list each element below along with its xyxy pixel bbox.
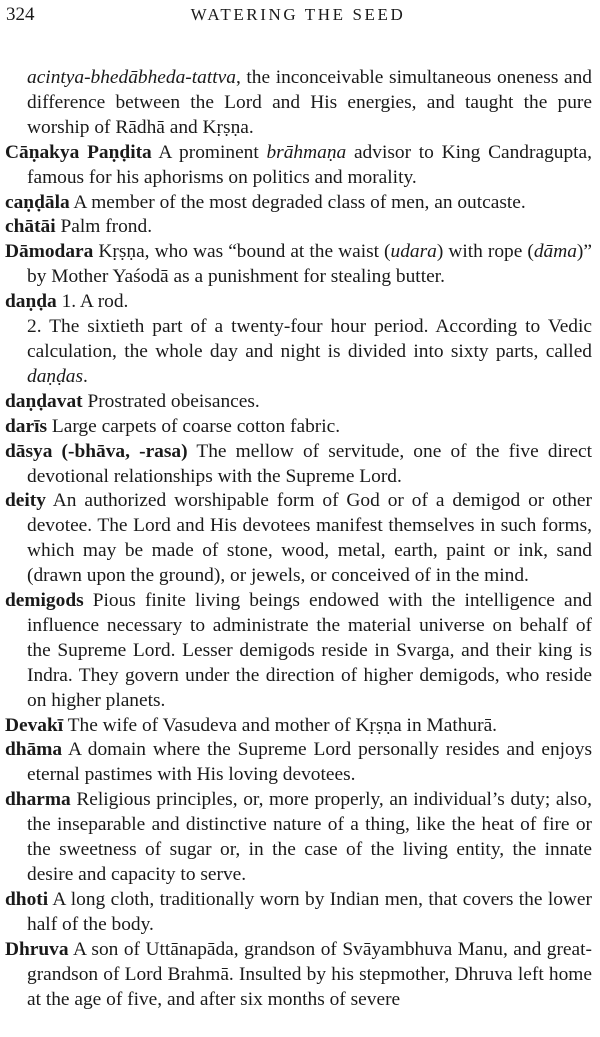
glossary-entry [5, 290, 592, 315]
glossary-term: caṇḍāla [5, 191, 70, 213]
page-header [6, 2, 590, 32]
glossary-term: darīs [5, 415, 48, 437]
glossary-definition: Religious principles, or, more properly, an individual’s duty; also, the inseparable and distinctive nature of a thing, like the heat of fire or the sweetness of sugar or, in the case of the living entity, the innate desire and capacity to serve. [27, 789, 592, 885]
glossary-term: Dhruva [5, 938, 69, 960]
glossary-term: chātāi [5, 216, 56, 238]
glossary-entry [5, 738, 592, 788]
glossary-definition: 2. The sixtieth part of a twenty-four hour period. According to Vedic calculation, the whole day and night is divided into sixty parts, called daṇḍas. [27, 316, 592, 387]
glossary-entry [5, 489, 592, 589]
glossary-continuation [5, 66, 592, 141]
glossary-entry [5, 589, 592, 714]
glossary-definition: A prominent brāhmaṇa advisor to King Candragupta, famous for his aphorisms on politics and morality. [27, 141, 592, 188]
glossary-term: Devakī [5, 714, 64, 736]
glossary-entry [5, 440, 592, 490]
running-title: WATERING THE SEED [190, 5, 406, 24]
glossary-definition: A domain where the Supreme Lord personally resides and enjoys eternal pastimes with His loving devotees. [27, 739, 592, 786]
glossary-definition: Prostrated obeisances. [82, 390, 260, 412]
glossary-definition: An authorized worshipable form of God or of a demigod or other devotee. The Lord and His devotees manifest themselves in such forms, which may be made of stone, wood, metal, earth, paint or ink, sand (drawn upon the ground), or jewels, or conceived of in the mind. [27, 490, 592, 587]
glossary-entry [5, 191, 592, 216]
glossary-entry [5, 390, 592, 415]
glossary-entry [5, 240, 592, 290]
glossary-entry [5, 938, 592, 1013]
glossary-term: dhoti [5, 888, 49, 910]
glossary-entry [5, 714, 592, 739]
glossary-term: dāsya (-bhāva, -rasa) [5, 440, 188, 462]
glossary-definition: A long cloth, traditionally worn by Indian men, that covers the lower half of the body. [27, 888, 592, 935]
glossary-term: dhāma [5, 739, 63, 761]
glossary-definition: 1. A rod. [56, 291, 129, 313]
glossary-definition: Pious finite living beings endowed with the intelligence and influence necessary to administrate the material universe on behalf of the Supreme Lord. Lesser demigods reside in Svarga, and their king is Indra. They govern under the direction of higher demigods, who reside on higher planets. [27, 590, 592, 711]
glossary-term: Dāmodara [5, 241, 94, 263]
glossary-entry [5, 415, 592, 440]
glossary-definition: Palm frond. [55, 216, 153, 238]
glossary-definition: A son of Uttānapāda, grandson of Svāyambhuva Manu, and great-grandson of Lord Brahmā. Insulted by his stepmother, Dhruva left home at the age of five, and after six months of severe [27, 938, 592, 1010]
glossary-term: Cāṇakya Paṇḍita [5, 141, 152, 163]
glossary-term: daṇḍa [5, 291, 57, 313]
page-number: 324 [6, 4, 35, 25]
glossary-definition: The mellow of servitude, one of the five direct devotional relationships with the Supreme Lord. [27, 440, 592, 487]
glossary-definition: The wife of Vasudeva and mother of Kṛṣṇa in Mathurā. [63, 714, 498, 736]
glossary-term: demigods [5, 590, 84, 612]
glossary-entry [5, 141, 592, 191]
glossary-entries [5, 66, 592, 1012]
glossary-term: deity [5, 490, 46, 512]
glossary-entry [5, 788, 592, 888]
glossary-definition: A member of the most degraded class of men, an outcaste. [69, 191, 526, 213]
glossary-subentry [5, 315, 592, 390]
glossary-term: dharma [5, 789, 71, 811]
glossary-term: daṇḍavat [5, 390, 83, 412]
glossary-definition: acintya-bhedābheda-tattva, the inconceivable simultaneous oneness and difference between the Lord and His energies, and taught the pure worship of Rādhā and Kṛṣṇa. [27, 67, 592, 138]
glossary-definition: Kṛṣṇa, who was “bound at the waist (udara) with rope (dāma)” by Mother Yaśodā as a punishment for stealing butter. [27, 241, 592, 288]
glossary-definition: Large carpets of coarse cotton fabric. [47, 415, 341, 437]
glossary-entry [5, 215, 592, 240]
glossary-entry [5, 888, 592, 938]
